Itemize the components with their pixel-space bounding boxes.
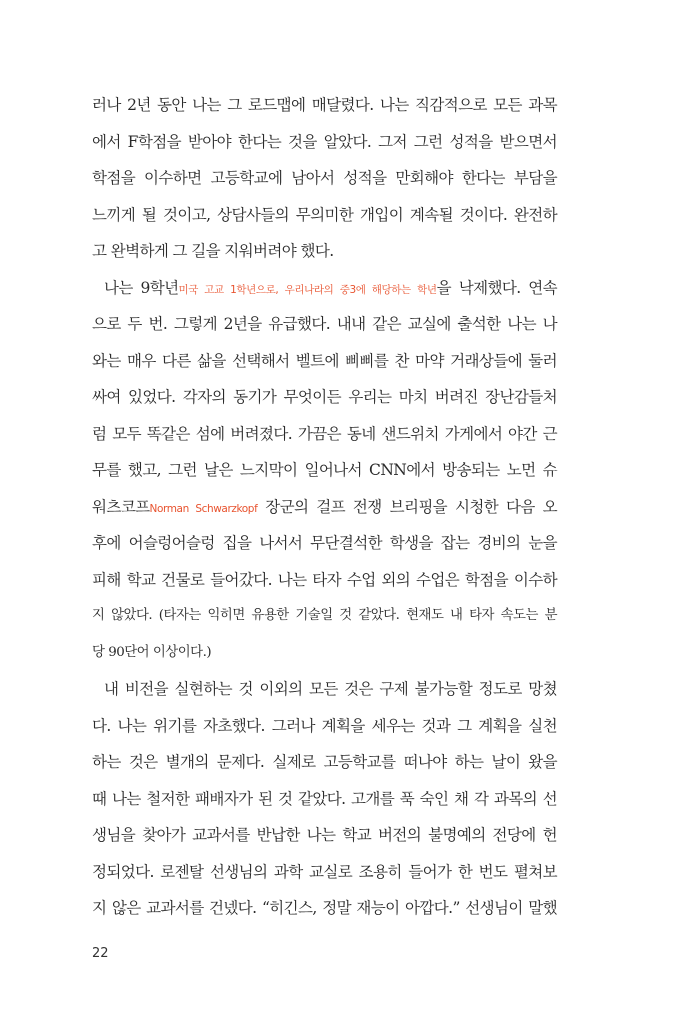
line-text: 을 낙제했다. 연속: [436, 278, 557, 297]
translator-note: Norman Schwarzkopf: [149, 502, 258, 515]
text-line: 지 않았다. (타자는 익히면 유용한 기술일 것 같았다. 현재도 내 타자 속도는 분: [92, 608, 557, 623]
text-line: 피해 학교 건물로 들어갔다. 나는 타자 수업 외의 수업은 학점을 이수하: [92, 570, 557, 589]
text-line: 지 않은 교과서를 건넸다. “히긴스, 정말 재능이 아깝다.” 선생님이 말했: [92, 899, 557, 917]
page-number: 22: [92, 946, 109, 961]
text-line: 으로 두 번. 그렇게 2년을 유급했다. 내내 같은 교실에 출석한 나는 나: [92, 315, 557, 333]
text-line: 내 비전을 실현하는 것 이외의 모든 것은 구제 불가능할 정도로 망쳤: [104, 680, 557, 698]
text-line: 에서 F학점을 받아야 한다는 것을 알았다. 그저 그런 성적을 받으면서: [92, 132, 557, 151]
text-line: 다. 나는 위기를 자초했다. 그러나 계획을 세우는 것과 그 계획을 실천: [92, 716, 557, 735]
text-line-with-note: [92, 489, 557, 526]
text-line: 느끼게 될 것이고, 상담사들의 무의미한 개입이 계속될 것이다. 완전하: [92, 205, 557, 224]
text-line: 싸여 있었다. 각자의 동기가 무엇이든 우리는 마치 버려진 장난감들처: [92, 388, 557, 406]
body-text: [92, 87, 557, 927]
line-text: 장군의 걸프 전쟁 브리핑을 시청한 다음 오: [257, 497, 557, 516]
translator-note: 미국 고교 1학년으로, 우리나라의 중3에 해당하는 학년: [178, 283, 437, 296]
text-line: 럼 모두 똑같은 섬에 버려졌다. 가끔은 동네 샌드위치 가게에서 야간 근: [92, 424, 557, 443]
text-line-with-note: [92, 270, 557, 307]
text-line: 고 완벽하게 그 길을 지워버려야 했다.: [92, 242, 334, 260]
text-line: 정되었다. 로젠탈 선생님의 과학 교실로 조용히 들어가 한 번도 펼쳐보: [92, 862, 557, 881]
text-line: 무를 했고, 그런 날은 느지막이 일어나서 CNN에서 방송되는 노먼 슈: [92, 461, 557, 479]
text-line: 하는 것은 별개의 문제다. 실제로 고등학교를 떠나야 하는 날이 왔을: [92, 753, 557, 771]
text-line: 당 90단어 이상이다.): [92, 644, 212, 660]
line-text: 워츠코프: [92, 497, 150, 516]
text-line: 학점을 이수하면 고등학교에 남아서 성적을 만회해야 한다는 부담을: [92, 169, 557, 187]
text-line: 때 나는 철저한 패배자가 된 것 같았다. 고개를 푹 숙인 채 각 과목의 선: [92, 789, 557, 808]
text-line: 후에 어슬렁어슬렁 집을 나서서 무단결석한 학생을 잡는 경비의 눈을: [92, 534, 557, 552]
text-line: 와는 매우 다른 삶을 선택해서 벨트에 삐삐를 찬 마약 거래상들에 둘러: [92, 351, 557, 370]
line-text: 나는 9학년: [104, 278, 179, 297]
text-line: 생님을 찾아가 교과서를 반납한 나는 학교 버전의 불명예의 전당에 헌: [92, 826, 557, 844]
text-line: 러나 2년 동안 나는 그 로드맵에 매달렸다. 나는 직감적으로 모든 과목: [92, 96, 557, 114]
